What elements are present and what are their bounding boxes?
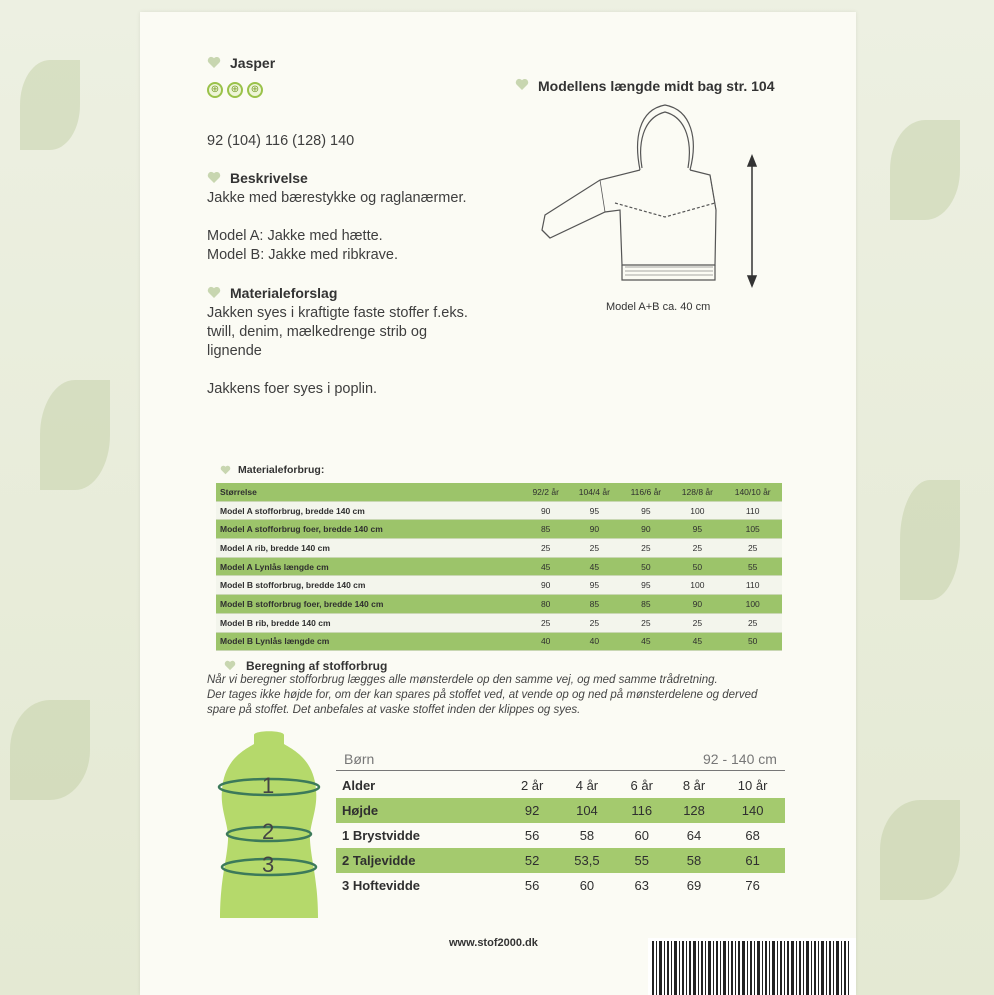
table-header-row: [336, 773, 785, 798]
table-cell: 90: [620, 520, 671, 539]
calculation-line: Når vi beregner stofforbrug lægges alle mønsterdele op den samme vej, og med samme trådretning.: [207, 674, 718, 686]
table-cell: 68: [720, 823, 785, 848]
table-cell: 25: [620, 539, 671, 558]
table-cell: 25: [523, 613, 568, 632]
column-header: Størrelse: [216, 483, 523, 501]
table-cell: 58: [558, 823, 615, 848]
table-cell: 90: [671, 595, 723, 614]
table-row: [216, 632, 782, 651]
table-cell: 50: [620, 557, 671, 576]
table-cell: 25: [568, 613, 620, 632]
row-label: Model A Lynlås længde cm: [216, 557, 523, 576]
background-leaf: [880, 800, 960, 900]
table-row: [336, 873, 785, 898]
table-cell: 60: [616, 823, 668, 848]
pattern-title: Jasper: [230, 55, 276, 71]
row-label: Model B stofforbrug, bredde 140 cm: [216, 576, 523, 595]
table-cell: 45: [620, 632, 671, 651]
measure-number-3: 3: [262, 852, 275, 877]
material-consumption-table: [216, 483, 782, 651]
table-cell: 100: [671, 576, 723, 595]
background-leaf: [40, 380, 110, 490]
table-cell: 104: [558, 798, 615, 823]
table-row: [216, 613, 782, 632]
consumption-heading: Materialeforbrug:: [238, 464, 325, 476]
table-cell: 95: [568, 576, 620, 595]
materials-line: twill, denim, mælkedrenge strib og: [207, 324, 428, 340]
materials-line: Jakken syes i kraftigte faste stoffer f.eks.: [207, 305, 468, 321]
row-label: 1 Brystvidde: [336, 823, 506, 848]
background-leaf: [890, 120, 960, 220]
table-row: [336, 798, 785, 823]
table-cell: 45: [568, 557, 620, 576]
table-cell: 69: [668, 873, 720, 898]
table-row: [336, 848, 785, 873]
table-cell: 140: [720, 798, 785, 823]
table-cell: 61: [720, 848, 785, 873]
table-cell: 45: [671, 632, 723, 651]
size-range-label: 92 - 140 cm: [703, 751, 777, 767]
row-label: Model B stofforbrug foer, bredde 140 cm: [216, 595, 523, 614]
table-cell: 55: [723, 557, 782, 576]
size-group-label: Børn: [344, 751, 375, 767]
table-row: [216, 501, 782, 520]
table-cell: 58: [668, 848, 720, 873]
table-row: [216, 576, 782, 595]
column-header: 104/4 år: [568, 483, 620, 501]
heart-icon: [207, 286, 221, 299]
row-label: Højde: [336, 798, 506, 823]
table-cell: 25: [723, 539, 782, 558]
row-label: Model A rib, bredde 140 cm: [216, 539, 523, 558]
table-cell: 56: [506, 873, 558, 898]
description-line: Model B: Jakke med ribkrave.: [207, 247, 398, 263]
table-cell: 45: [523, 557, 568, 576]
description-line: Model A: Jakke med hætte.: [207, 228, 383, 244]
table-cell: 116: [616, 798, 668, 823]
button-icon: ⊕: [207, 82, 223, 98]
model-length-caption: Model A+B ca. 40 cm: [606, 301, 711, 313]
table-cell: 25: [723, 613, 782, 632]
table-cell: 100: [671, 501, 723, 520]
barcode-bars: [652, 941, 852, 995]
table-cell: 90: [568, 520, 620, 539]
calculation-line: spare på stoffet. Det anbefales at vaske stoffet inden der klippes og syes.: [207, 704, 581, 716]
background-leaf: [20, 60, 80, 150]
materials-line: Jakkens foer syes i poplin.: [207, 381, 378, 397]
column-header: 6 år: [616, 773, 668, 798]
calculation-text: [207, 673, 807, 718]
row-label: 2 Taljevidde: [336, 848, 506, 873]
table-header-row: [216, 483, 782, 501]
table-row: [216, 520, 782, 539]
table-cell: 25: [523, 539, 568, 558]
table-cell: 95: [671, 520, 723, 539]
materials-spacer: [207, 361, 468, 380]
description-spacer: [207, 208, 467, 227]
table-row: [216, 595, 782, 614]
size-chart-table: [336, 773, 785, 898]
table-cell: 85: [523, 520, 568, 539]
table-cell: 64: [668, 823, 720, 848]
materials-line: lignende: [207, 343, 262, 359]
difficulty-rating: [207, 82, 263, 98]
table-cell: 55: [616, 848, 668, 873]
table-cell: 85: [568, 595, 620, 614]
column-header: 116/6 år: [620, 483, 671, 501]
table-cell: 95: [620, 501, 671, 520]
heart-icon: [207, 171, 221, 184]
table-cell: 76: [720, 873, 785, 898]
column-header: 92/2 år: [523, 483, 568, 501]
button-icon: ⊕: [247, 82, 263, 98]
column-header: 140/10 år: [723, 483, 782, 501]
measure-number-1: 1: [262, 773, 275, 798]
table-cell: 90: [523, 576, 568, 595]
website-url: www.stof2000.dk: [449, 937, 538, 949]
description-heading: Beskrivelse: [230, 170, 308, 186]
button-icon: ⊕: [227, 82, 243, 98]
table-cell: 100: [723, 595, 782, 614]
table-cell: 90: [523, 501, 568, 520]
table-cell: 110: [723, 501, 782, 520]
table-cell: 110: [723, 576, 782, 595]
table-cell: 60: [558, 873, 615, 898]
table-cell: 25: [671, 613, 723, 632]
column-header: 8 år: [668, 773, 720, 798]
table-cell: 25: [568, 539, 620, 558]
table-cell: 95: [568, 501, 620, 520]
table-cell: 52: [506, 848, 558, 873]
table-cell: 50: [671, 557, 723, 576]
materials-heading: Materialeforslag: [230, 285, 338, 301]
size-range: 92 (104) 116 (128) 140: [207, 133, 355, 149]
table-cell: 56: [506, 823, 558, 848]
description-line: Jakke med bærestykke og raglanærmer.: [207, 190, 467, 206]
column-header: Alder: [336, 773, 506, 798]
table-cell: 105: [723, 520, 782, 539]
table-row: [216, 557, 782, 576]
calculation-heading: Beregning af stofforbrug: [246, 659, 388, 673]
heart-icon: [515, 78, 529, 91]
table-cell: 53,5: [558, 848, 615, 873]
calculation-line: Der tages ikke højde for, om der kan spares på stoffet ved, at vende op og ned på mønsterdelene og derved: [207, 689, 758, 701]
row-label: Model B Lynlås længde cm: [216, 632, 523, 651]
divider: [336, 770, 785, 771]
table-cell: 92: [506, 798, 558, 823]
table-cell: 25: [671, 539, 723, 558]
table-cell: 80: [523, 595, 568, 614]
heart-icon: [224, 660, 236, 671]
column-header: 2 år: [506, 773, 558, 798]
table-cell: 85: [620, 595, 671, 614]
jacket-back-illustration: [530, 100, 770, 300]
column-header: 4 år: [558, 773, 615, 798]
column-header: 10 år: [720, 773, 785, 798]
row-label: Model B rib, bredde 140 cm: [216, 613, 523, 632]
materials-text: [207, 304, 468, 399]
table-row: [336, 823, 785, 848]
table-row: [216, 539, 782, 558]
heart-icon: [207, 56, 221, 69]
measure-number-2: 2: [262, 819, 275, 844]
background-leaf: [900, 480, 960, 600]
table-cell: 40: [568, 632, 620, 651]
table-cell: 95: [620, 576, 671, 595]
description-text: [207, 189, 467, 265]
row-label: Model A stofforbrug foer, bredde 140 cm: [216, 520, 523, 539]
table-cell: 25: [620, 613, 671, 632]
table-cell: 50: [723, 632, 782, 651]
background-leaf: [10, 700, 90, 800]
table-cell: 128: [668, 798, 720, 823]
barcode: [648, 938, 856, 995]
table-cell: 40: [523, 632, 568, 651]
row-label: 3 Hoftevidde: [336, 873, 506, 898]
table-cell: 63: [616, 873, 668, 898]
row-label: Model A stofforbrug, bredde 140 cm: [216, 501, 523, 520]
model-length-heading: Modellens længde midt bag str. 104: [538, 78, 775, 94]
column-header: 128/8 år: [671, 483, 723, 501]
heart-icon: [220, 465, 231, 475]
